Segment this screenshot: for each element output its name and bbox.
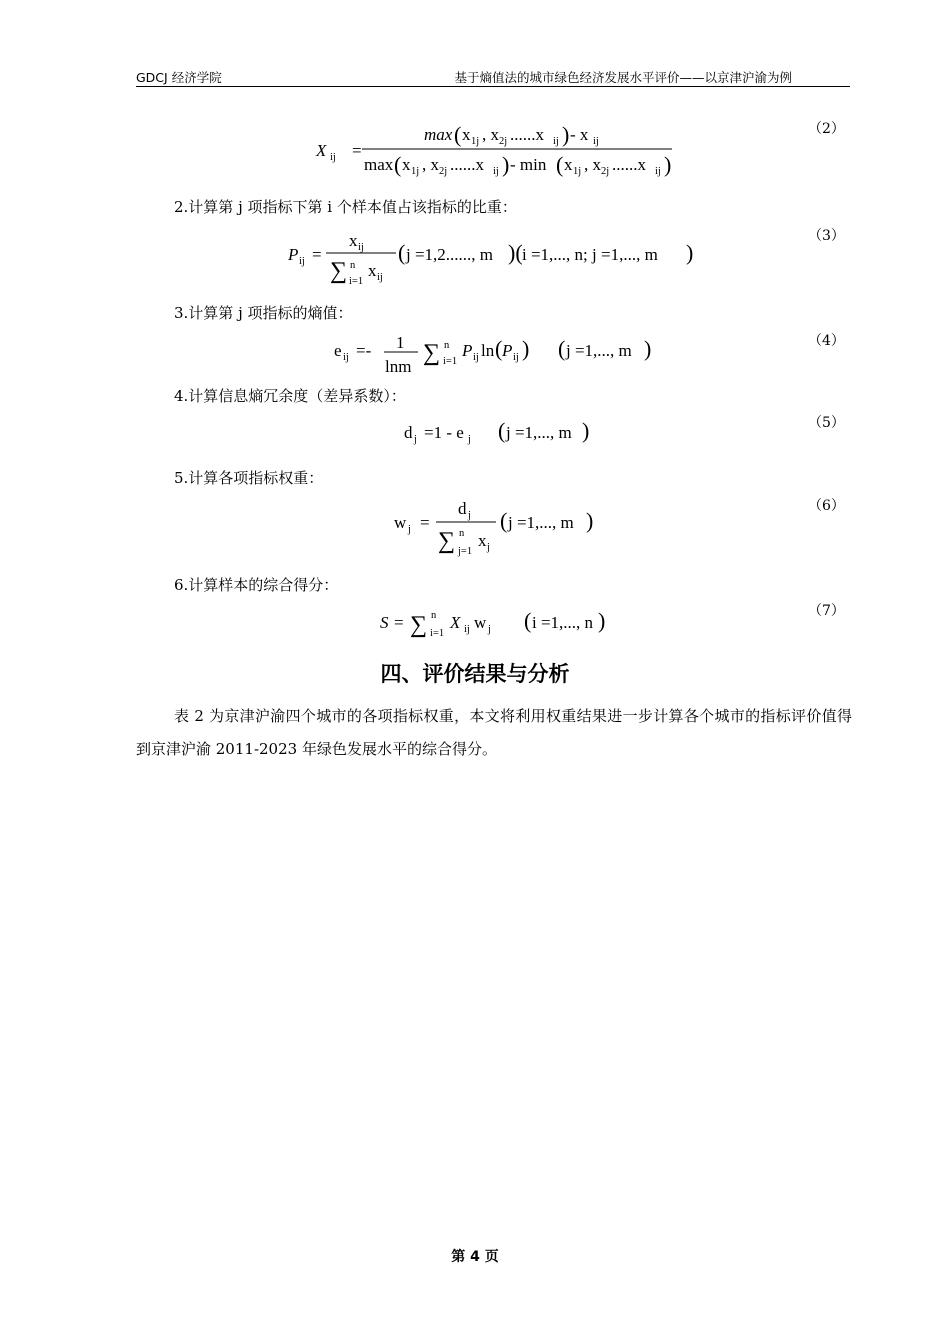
svg-text:ln: ln xyxy=(481,341,495,360)
svg-text:ij: ij xyxy=(343,352,349,363)
svg-text:): ) xyxy=(644,336,652,361)
svg-text:=-: =- xyxy=(356,341,372,360)
body-paragraph: 表 2 为京津沪渝四个城市的各项指标权重，本文将利用权重结果进一步计算各个城市的指标评价值得到京津沪渝 2011-2023 年绿色发展水平的综合得分。 xyxy=(136,707,852,758)
svg-text:(: ( xyxy=(558,336,566,361)
svg-text:): ) xyxy=(598,608,606,633)
svg-text:ij: ij xyxy=(593,136,599,147)
svg-text:n: n xyxy=(459,528,465,539)
svg-text:): ) xyxy=(502,152,510,177)
svg-text:): ) xyxy=(562,122,570,147)
svg-text:(: ( xyxy=(394,152,402,177)
svg-text:ij: ij xyxy=(330,152,336,163)
step-5-label: 5.计算各项指标权重： xyxy=(174,469,324,487)
svg-text:ij: ij xyxy=(464,624,470,635)
svg-text:(: ( xyxy=(398,240,406,265)
svg-text:i=1: i=1 xyxy=(443,356,458,367)
equation-number-3: （3） xyxy=(808,228,845,244)
svg-text:): ) xyxy=(582,418,590,443)
svg-text:j=1: j=1 xyxy=(458,546,473,557)
svg-text:j =1,..., m: j =1,..., m xyxy=(508,513,574,532)
svg-text:x: x xyxy=(368,261,377,280)
svg-text:......x: ......x xyxy=(450,155,484,174)
svg-text:1j: 1j xyxy=(471,136,480,147)
header-institution: GDCJ 经济学院 xyxy=(136,70,222,85)
svg-text:ij: ij xyxy=(553,136,559,147)
equation-number-4: （4） xyxy=(808,333,845,349)
svg-text:2j: 2j xyxy=(499,136,508,147)
svg-text:(: ( xyxy=(454,122,462,147)
svg-text:∑: ∑ xyxy=(410,612,428,638)
svg-text:=: = xyxy=(394,613,404,632)
svg-text:X: X xyxy=(316,141,327,160)
svg-text:x: x xyxy=(402,155,411,174)
svg-text:n: n xyxy=(350,260,356,271)
section-heading: 四、评价结果与分析 xyxy=(380,662,570,686)
svg-text:∑: ∑ xyxy=(423,340,441,366)
svg-text:d: d xyxy=(458,499,467,518)
equation-number-5: （5） xyxy=(808,415,845,431)
svg-text:ij: ij xyxy=(473,352,479,363)
svg-text:X: X xyxy=(450,613,461,632)
svg-text:=: = xyxy=(352,141,362,160)
svg-text:x: x xyxy=(349,231,358,250)
svg-text:i =1,..., n; j =1,..., m: i =1,..., n; j =1,..., m xyxy=(522,245,658,264)
svg-text:ij: ij xyxy=(493,166,499,177)
svg-text:x: x xyxy=(462,125,471,144)
svg-text:w: w xyxy=(474,613,487,632)
svg-text:S: S xyxy=(380,613,389,632)
svg-text:, x: , x xyxy=(584,155,601,174)
svg-text:=: = xyxy=(420,513,430,532)
formula-proportion xyxy=(286,228,716,292)
svg-text:max: max xyxy=(424,125,453,144)
svg-text:lnm: lnm xyxy=(385,357,412,376)
svg-text:(: ( xyxy=(498,418,506,443)
svg-text:): ) xyxy=(686,240,694,265)
svg-text:1j: 1j xyxy=(411,166,420,177)
step-3-label: 3.计算第 j 项指标的熵值： xyxy=(174,304,353,322)
svg-text:x: x xyxy=(564,155,573,174)
step-6-label: 6.计算样本的综合得分： xyxy=(174,576,339,594)
svg-text:P: P xyxy=(462,341,473,360)
svg-text:(: ( xyxy=(495,336,503,361)
svg-text:j: j xyxy=(468,510,471,521)
step-4-label: 4.计算信息熵冗余度（差异系数）： xyxy=(174,387,406,405)
svg-text:, x: , x xyxy=(422,155,439,174)
svg-text:n: n xyxy=(431,610,437,621)
svg-text:=1 - e: =1 - e xyxy=(424,423,464,442)
svg-text:(: ( xyxy=(556,152,564,177)
svg-text:=: = xyxy=(312,245,322,264)
equation-number-7: （7） xyxy=(808,603,845,619)
svg-text:ij: ij xyxy=(513,352,519,363)
svg-text:): ) xyxy=(664,152,672,177)
svg-text:ij: ij xyxy=(358,242,364,253)
svg-text:P: P xyxy=(502,341,513,360)
svg-text:e: e xyxy=(334,341,342,360)
svg-text:max: max xyxy=(364,155,394,174)
svg-text:(: ( xyxy=(500,508,508,533)
svg-text:i =1,..., n: i =1,..., n xyxy=(532,613,594,632)
svg-text:, x: , x xyxy=(482,125,499,144)
svg-text:∑: ∑ xyxy=(438,528,456,554)
svg-text:(: ( xyxy=(524,608,532,633)
header-paper-title: 基于熵值法的城市绿色经济发展水平评价——以京津沪渝为例 xyxy=(454,70,792,85)
svg-text:j: j xyxy=(414,434,417,445)
svg-text:)(: )( xyxy=(508,240,523,265)
svg-text:j =1,..., m: j =1,..., m xyxy=(506,423,572,442)
svg-text:∑: ∑ xyxy=(330,258,348,284)
svg-text:1: 1 xyxy=(396,333,405,352)
svg-text:ij: ij xyxy=(377,272,383,283)
svg-text:......x: ......x xyxy=(510,125,544,144)
svg-text:j: j xyxy=(488,624,491,635)
equation-number-2: （2） xyxy=(808,121,845,137)
svg-text:P: P xyxy=(288,245,299,264)
svg-text:x: x xyxy=(478,531,487,550)
svg-text:j: j xyxy=(487,542,490,553)
svg-text:): ) xyxy=(522,336,530,361)
formula-normalization xyxy=(310,118,690,182)
svg-text:ij: ij xyxy=(299,256,305,267)
svg-text:j =1,..., m: j =1,..., m xyxy=(566,341,632,360)
svg-text:j: j xyxy=(408,524,411,535)
page-header xyxy=(136,68,850,87)
svg-text:i=1: i=1 xyxy=(430,628,445,639)
svg-text:i=1: i=1 xyxy=(349,276,364,287)
svg-text:2j: 2j xyxy=(439,166,448,177)
svg-text:2j: 2j xyxy=(601,166,610,177)
svg-text:d: d xyxy=(404,423,413,442)
svg-text:n: n xyxy=(444,340,450,351)
equation-number-6: （6） xyxy=(808,498,845,514)
svg-text:): ) xyxy=(586,508,594,533)
svg-text:1j: 1j xyxy=(573,166,582,177)
svg-text:- x: - x xyxy=(570,125,589,144)
formula-redundancy xyxy=(400,416,600,448)
formula-composite-score xyxy=(378,600,618,644)
page-number: 第 4 页 xyxy=(451,1249,499,1265)
svg-text:w: w xyxy=(394,513,407,532)
formula-entropy xyxy=(330,330,670,378)
step-2-label: 2.计算第 j 项指标下第 i 个样本值占该指标的比重： xyxy=(174,198,517,216)
svg-text:j =1,2......, m: j =1,2......, m xyxy=(406,245,494,264)
formula-weight xyxy=(390,496,610,560)
svg-text:ij: ij xyxy=(655,166,661,177)
svg-text:- min: - min xyxy=(510,155,547,174)
svg-text:......x: ......x xyxy=(612,155,646,174)
svg-text:j: j xyxy=(468,434,471,445)
